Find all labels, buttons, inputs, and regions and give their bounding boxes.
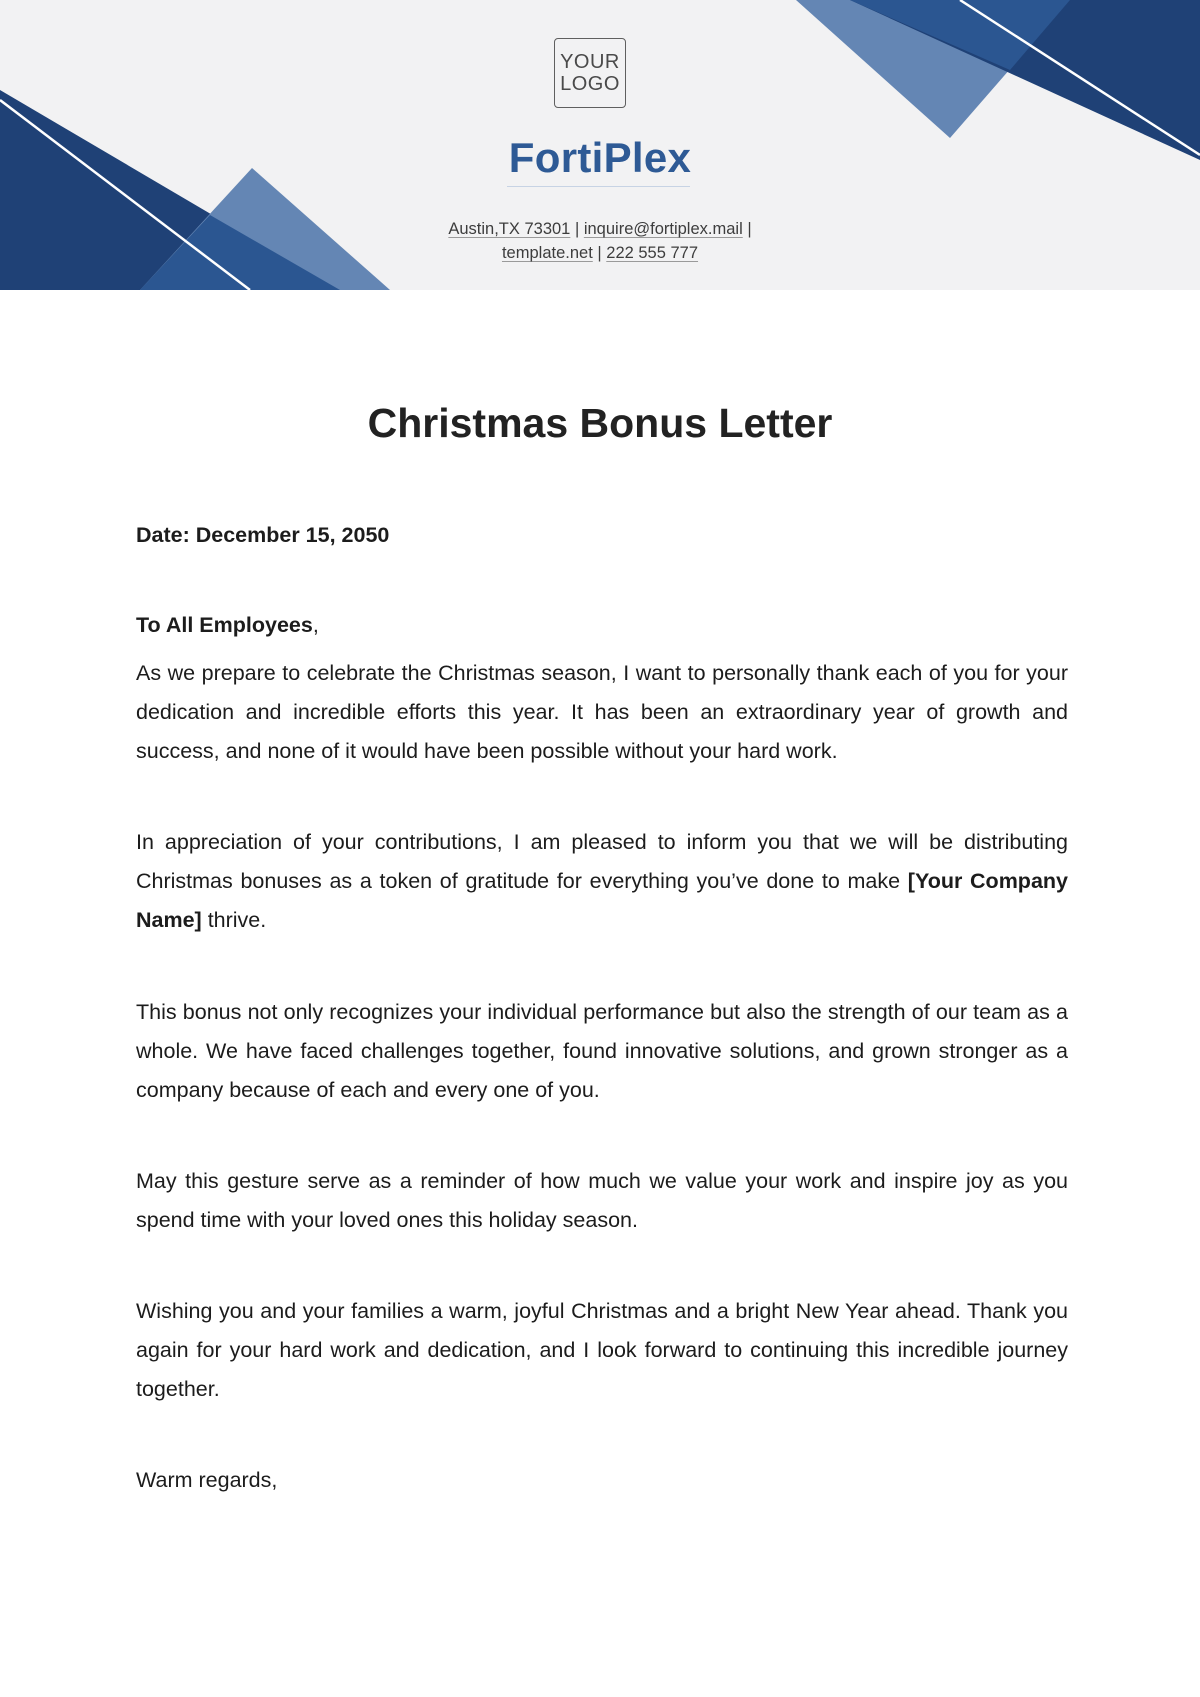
paragraph-2: [136, 823, 1068, 940]
paragraph-5-text: Wishing you and your families a warm, joyful Christmas and a bright New Year ahead. Thank you again for your hard work and dedication, and I look forward to continuing this incredible journey together.: [136, 1299, 1068, 1401]
paragraph-3-text: This bonus not only recognizes your individual performance but also the strength of our team as a whole. We have faced challenges together, found innovative solutions, and grown stronger as a company because of each and every one of you.: [136, 1000, 1068, 1102]
paragraph-3: [136, 993, 1068, 1110]
letter-title: Christmas Bonus Letter: [367, 400, 833, 446]
salutation: [136, 606, 1068, 645]
company-placeholder: [Your Company Name]: [136, 869, 1068, 932]
logo-line2: LOGO: [560, 73, 620, 95]
paragraph-4-text: May this gesture serve as a reminder of how much we value your work and inspire joy as you spend time with your loved ones this holiday season.: [136, 1169, 1068, 1232]
letterhead: [0, 0, 1200, 290]
paragraph-2-after: thrive.: [201, 908, 267, 932]
brand-underline: [507, 186, 690, 187]
paragraph-1-text: As we prepare to celebrate the Christmas season, I want to personally thank each of you for your dedication and incredible efforts this year. It has been an extraordinary year of growth and success, and none of it would have been possible without your hard work.: [136, 661, 1068, 763]
contact-line-2: [0, 244, 1200, 263]
logo-placeholder: [554, 38, 626, 108]
address: Austin,TX 73301: [448, 220, 571, 238]
salutation-bold: To All Employees: [136, 613, 313, 637]
letter-date: Date: December 15, 2050: [136, 523, 390, 547]
salutation-comma: ,: [312, 613, 319, 637]
logo-line1: YOUR: [560, 51, 620, 73]
phone-number: 222 555 777: [606, 244, 699, 262]
contact-line-1: [0, 220, 1200, 239]
separator: |: [747, 220, 752, 238]
separator: |: [574, 220, 580, 238]
closing: Warm regards,: [136, 1468, 278, 1492]
paragraph-2-before: In appreciation of your contributions, I am pleased to inform you that we will be distributing Christmas bonuses as a token of gratitude for everything you’ve done to make: [136, 830, 1068, 893]
paragraph-4: [136, 1162, 1068, 1240]
paragraph-1: [136, 654, 1068, 771]
website-link[interactable]: template.net: [501, 244, 593, 262]
email-link[interactable]: inquire@fortiplex.mail: [583, 220, 743, 238]
paragraph-2-text: [136, 823, 1068, 940]
paragraph-5: [136, 1292, 1068, 1409]
separator: |: [597, 244, 602, 262]
company-name: FortiPlex: [508, 134, 692, 181]
